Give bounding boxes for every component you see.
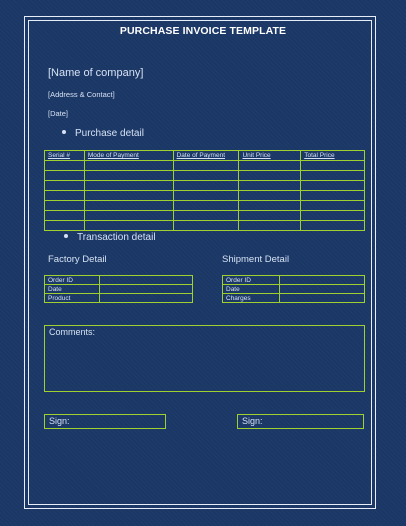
- factory-detail-heading: Factory Detail: [48, 254, 107, 265]
- table-cell[interactable]: [84, 181, 173, 191]
- table-cell[interactable]: [84, 221, 173, 231]
- purchase-table-header: [45, 151, 365, 161]
- comments-box[interactable]: [44, 325, 365, 392]
- transaction-detail-heading: [64, 232, 156, 243]
- table-row: [45, 221, 365, 231]
- comments-label: Comments:: [49, 327, 96, 337]
- table-cell[interactable]: [239, 211, 301, 221]
- shipment-date-value[interactable]: [279, 285, 364, 294]
- table-cell[interactable]: [84, 171, 173, 181]
- sign-label-left: Sign:: [49, 416, 70, 426]
- table-cell[interactable]: [239, 161, 301, 171]
- table-cell[interactable]: [173, 161, 239, 171]
- address-contact[interactable]: [Address & Contact]: [48, 90, 115, 99]
- table-cell[interactable]: [301, 191, 365, 201]
- table-cell[interactable]: [301, 171, 365, 181]
- purchase-detail-label: Purchase detail: [75, 128, 144, 139]
- table-row: [45, 211, 365, 221]
- sign-box-right[interactable]: [237, 414, 364, 429]
- table-row: [45, 276, 193, 285]
- shipment-charges-value[interactable]: [279, 294, 364, 303]
- table-cell[interactable]: [301, 211, 365, 221]
- bullet-icon: [64, 234, 68, 238]
- shipment-detail-heading: Shipment Detail: [222, 254, 290, 265]
- table-cell[interactable]: [301, 181, 365, 191]
- col-serial: Serial #: [45, 151, 85, 161]
- sign-box-left[interactable]: [44, 414, 166, 429]
- factory-date-value[interactable]: [99, 285, 192, 294]
- table-cell[interactable]: [45, 161, 85, 171]
- table-cell[interactable]: [84, 191, 173, 201]
- table-cell[interactable]: [239, 171, 301, 181]
- shipment-date-label: Date: [223, 285, 280, 294]
- table-cell[interactable]: [45, 191, 85, 201]
- factory-order-id-value[interactable]: [99, 276, 192, 285]
- table-row: [45, 181, 365, 191]
- bullet-icon: [62, 130, 66, 134]
- company-name[interactable]: [Name of company]: [48, 67, 144, 79]
- factory-date-label: Date: [45, 285, 100, 294]
- purchase-table: [44, 150, 365, 231]
- table-row: [223, 285, 365, 294]
- shipment-charges-label: Charges: [223, 294, 280, 303]
- table-cell[interactable]: [173, 191, 239, 201]
- table-cell[interactable]: [239, 221, 301, 231]
- table-cell[interactable]: [45, 181, 85, 191]
- table-row: [45, 161, 365, 171]
- purchase-detail-heading: [62, 128, 144, 139]
- table-cell[interactable]: [173, 171, 239, 181]
- table-row: [45, 285, 193, 294]
- transaction-detail-label: Transaction detail: [77, 232, 156, 243]
- table-cell[interactable]: [173, 201, 239, 211]
- table-cell[interactable]: [45, 171, 85, 181]
- table-cell[interactable]: [239, 201, 301, 211]
- table-cell[interactable]: [173, 181, 239, 191]
- factory-product-value[interactable]: [99, 294, 192, 303]
- table-cell[interactable]: [173, 221, 239, 231]
- table-row: [223, 294, 365, 303]
- table-row: [45, 171, 365, 181]
- table-cell[interactable]: [301, 201, 365, 211]
- document-title: PURCHASE INVOICE TEMPLATE: [119, 25, 287, 37]
- table-cell[interactable]: [84, 201, 173, 211]
- table-cell[interactable]: [301, 221, 365, 231]
- factory-order-id-label: Order ID: [45, 276, 100, 285]
- table-cell[interactable]: [239, 191, 301, 201]
- table-row: [45, 294, 193, 303]
- factory-product-label: Product: [45, 294, 100, 303]
- shipment-order-id-label: Order ID: [223, 276, 280, 285]
- table-cell[interactable]: [301, 161, 365, 171]
- table-row: [45, 191, 365, 201]
- table-cell[interactable]: [45, 221, 85, 231]
- table-row: [223, 276, 365, 285]
- table-cell[interactable]: [84, 211, 173, 221]
- sign-label-right: Sign:: [242, 416, 263, 426]
- factory-table: [44, 275, 193, 303]
- col-mode-of-payment: Mode of Payment: [84, 151, 173, 161]
- table-cell[interactable]: [45, 201, 85, 211]
- col-date-of-payment: Date of Payment: [173, 151, 239, 161]
- shipment-table: [222, 275, 365, 303]
- table-cell[interactable]: [84, 161, 173, 171]
- table-row: [45, 201, 365, 211]
- invoice-date[interactable]: [Date]: [48, 109, 69, 118]
- table-cell[interactable]: [45, 211, 85, 221]
- col-total-price: Total Price: [301, 151, 365, 161]
- table-cell[interactable]: [239, 181, 301, 191]
- col-unit-price: Unit Price: [239, 151, 301, 161]
- table-cell[interactable]: [173, 211, 239, 221]
- shipment-order-id-value[interactable]: [279, 276, 364, 285]
